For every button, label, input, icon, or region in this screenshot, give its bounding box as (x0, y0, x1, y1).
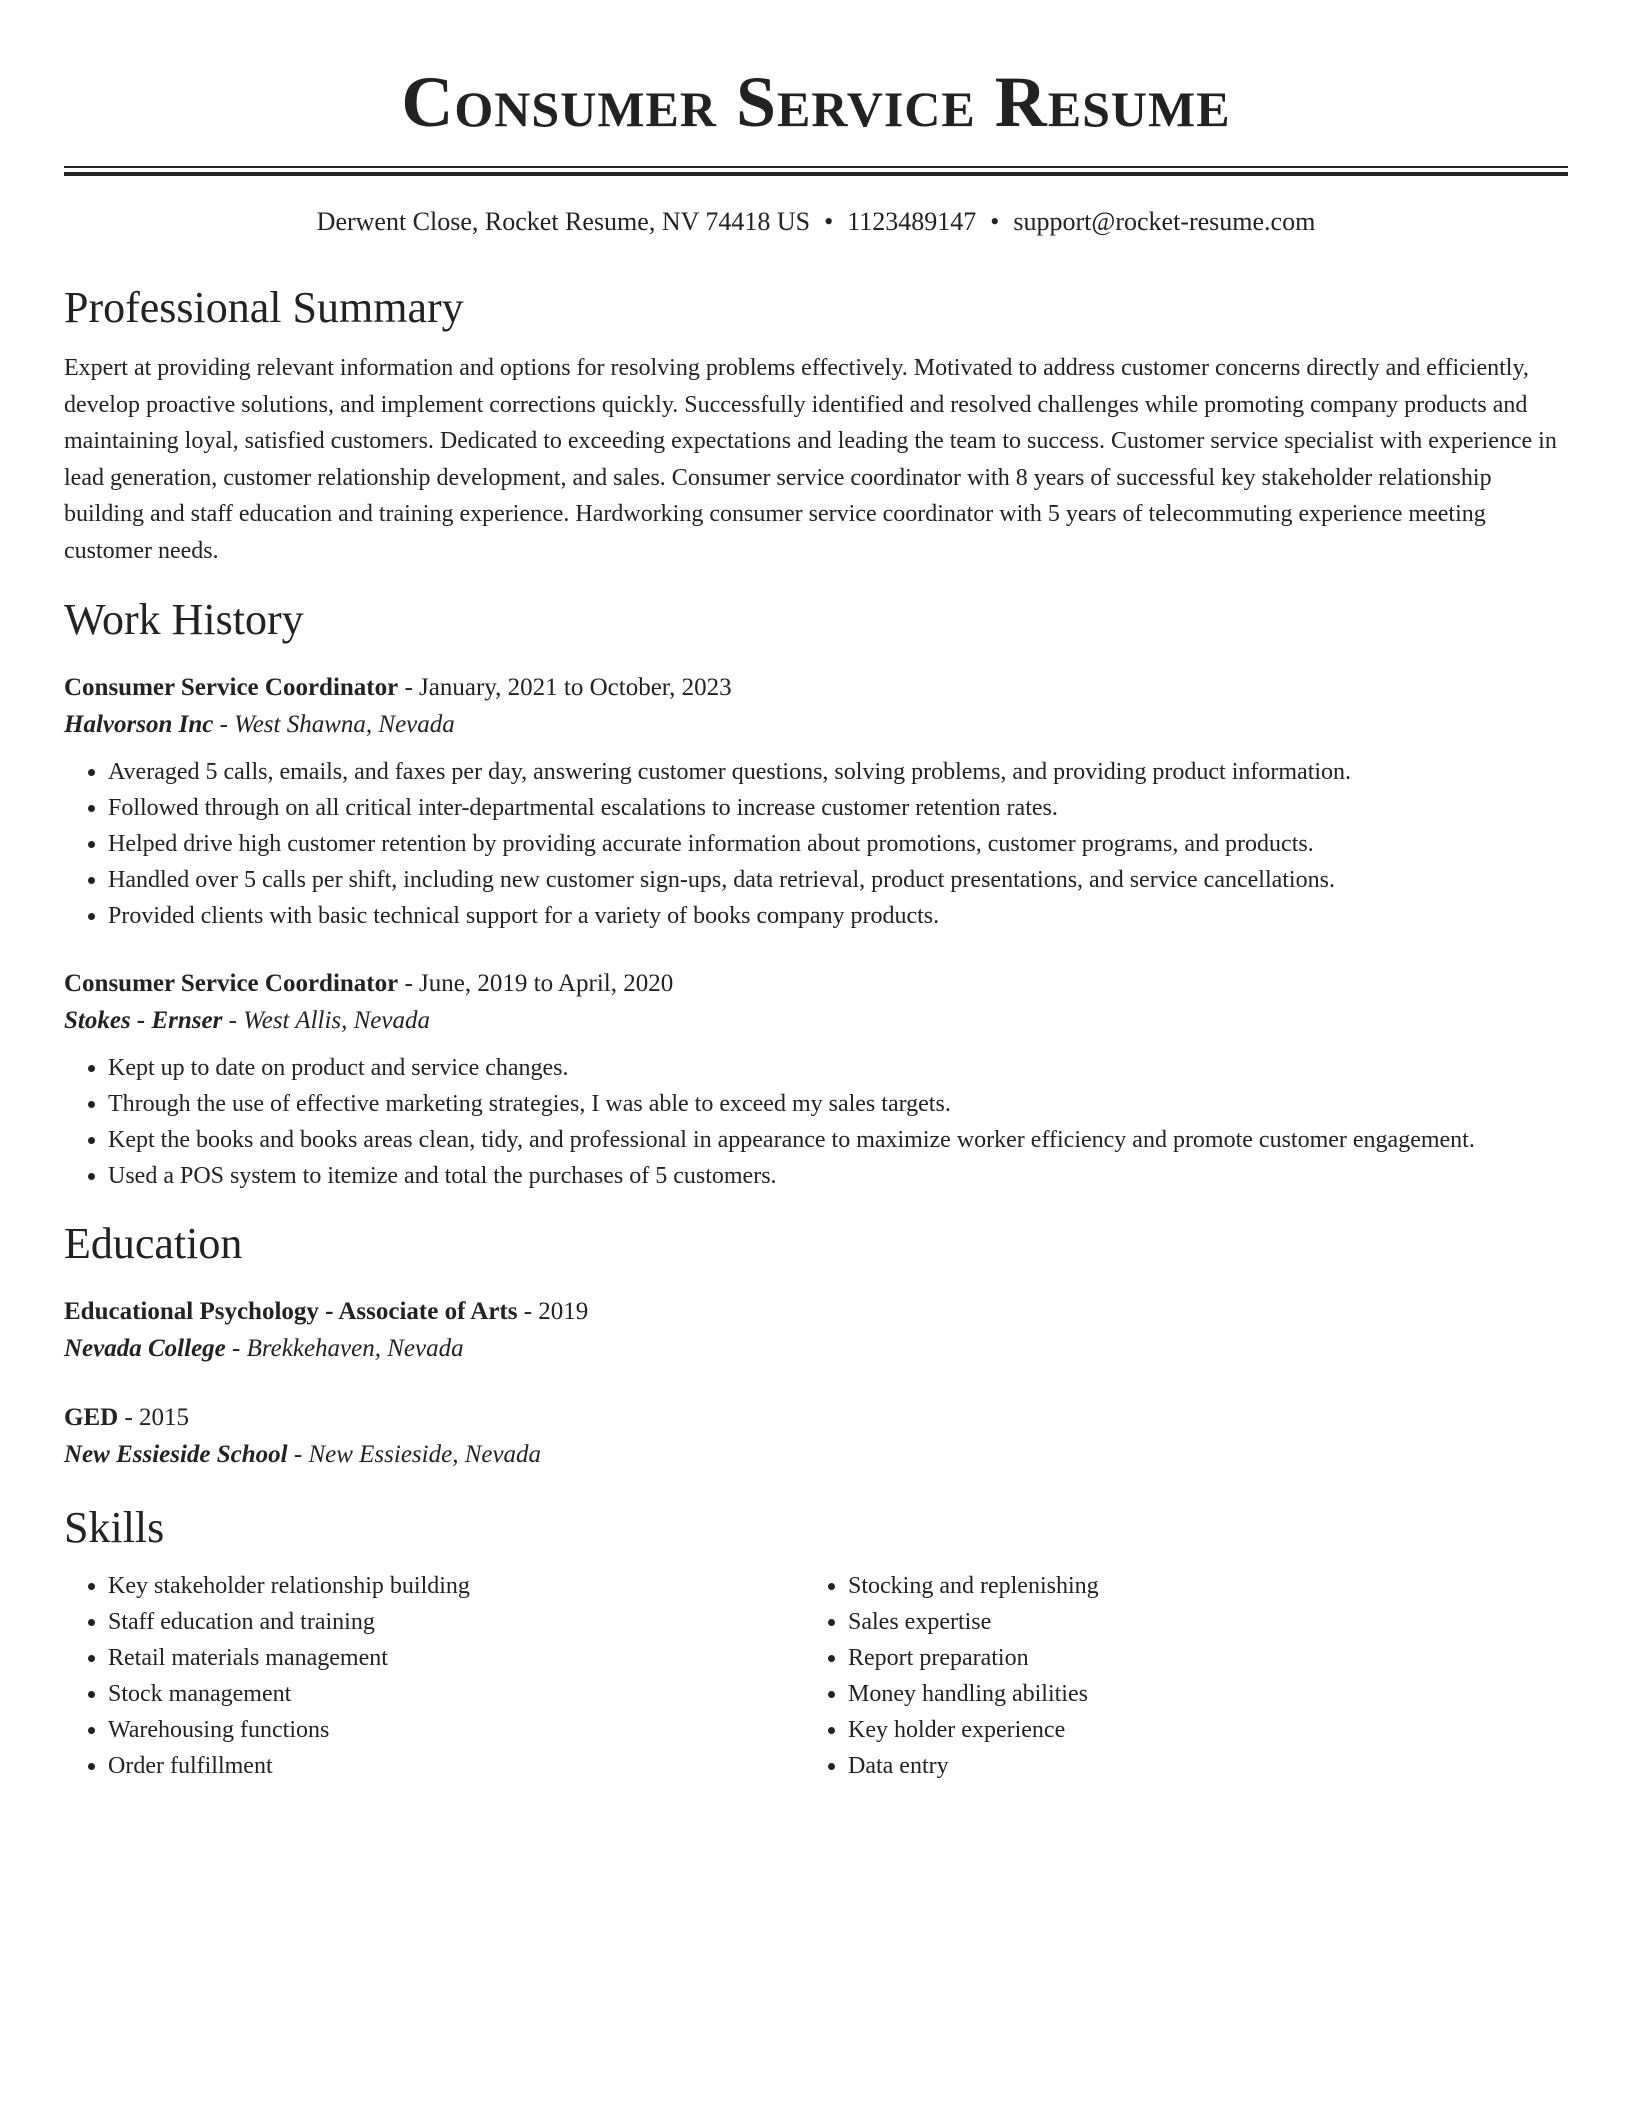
list-item: • Helped drive high customer retention by providing accurate information about promotions, customer programs, and products. (108, 826, 1568, 862)
skill-item: • Stocking and replenishing (848, 1568, 1544, 1604)
job-title-line (64, 966, 1568, 1002)
skill-item: • Warehousing functions (108, 1712, 804, 1748)
degree-year: - 2019 (523, 1297, 589, 1325)
skills-column-left (64, 1568, 804, 1784)
resume-title: Consumer Service Resume (401, 62, 1231, 142)
skill-item: • Staff education and training (108, 1604, 804, 1640)
contact-line (64, 206, 1568, 238)
skill-item: • Money handling abilities (848, 1676, 1544, 1712)
skill-item: • Data entry (848, 1748, 1544, 1784)
job-title: Consumer Service Coordinator (64, 673, 399, 701)
contact-email[interactable]: support@rocket-resume.com (1013, 207, 1316, 236)
education-heading: Education (64, 1218, 243, 1268)
skill-item: • Key holder experience (848, 1712, 1544, 1748)
school-location: - New Essieside, Nevada (293, 1440, 542, 1468)
degree-line (64, 1400, 1568, 1436)
title-divider (64, 166, 1568, 176)
job-company-line (64, 1002, 1568, 1040)
contact-address: Derwent Close, Rocket Resume, NV 74418 US (316, 207, 811, 236)
job-title-line (64, 670, 1568, 706)
contact-separator: • (824, 207, 834, 236)
job-company-line (64, 706, 1568, 744)
job-company: Halvorson Inc (64, 710, 214, 738)
list-item: • Handled over 5 calls per shift, including new customer sign-ups, data retrieval, product presentations, and service cancellations. (108, 862, 1568, 898)
skill-item: • Order fulfillment (108, 1748, 804, 1784)
job-title: Consumer Service Coordinator (64, 969, 399, 997)
job-bullets (64, 754, 1568, 934)
list-item: • Provided clients with basic technical support for a variety of books company products. (108, 898, 1568, 934)
list-item: • Through the use of effective marketing strategies, I was able to exceed my sales targets. (108, 1086, 1568, 1122)
job-dates: - June, 2019 to April, 2020 (404, 969, 674, 997)
job-entry (64, 966, 1568, 1194)
list-item: • Averaged 5 calls, emails, and faxes per day, answering customer questions, solving problems, and providing product information. (108, 754, 1568, 790)
summary-heading: Professional Summary (64, 283, 464, 332)
degree-year: - 2015 (124, 1403, 190, 1431)
skills-column-right (804, 1568, 1544, 1784)
skills-grid (64, 1568, 1568, 1784)
list-item: • Used a POS system to itemize and total the purchases of 5 customers. (108, 1158, 1568, 1194)
school-location: - Brekkehaven, Nevada (232, 1334, 464, 1362)
list-item: • Kept the books and books areas clean, tidy, and professional in appearance to maximize worker efficiency and promote customer engagement. (108, 1122, 1568, 1158)
job-location: - West Allis, Nevada (228, 1006, 431, 1034)
education-entry (64, 1294, 1568, 1368)
school-line (64, 1436, 1568, 1474)
job-company: Stokes - Ernser (64, 1006, 223, 1034)
job-dates: - January, 2021 to October, 2023 (404, 673, 732, 701)
work-history-heading: Work History (64, 594, 304, 644)
skill-item: • Report preparation (848, 1640, 1544, 1676)
skill-item: • Retail materials management (108, 1640, 804, 1676)
skill-item: • Sales expertise (848, 1604, 1544, 1640)
education-entry (64, 1400, 1568, 1474)
degree: GED (64, 1403, 119, 1431)
school-name: Nevada College (64, 1334, 226, 1362)
list-item: • Followed through on all critical inter-departmental escalations to increase customer retention rates. (108, 790, 1568, 826)
school-name: New Essieside School (64, 1440, 288, 1468)
job-bullets (64, 1050, 1568, 1194)
degree-line (64, 1294, 1568, 1330)
degree: Educational Psychology - Associate of Arts (64, 1297, 518, 1325)
skill-item: • Key stakeholder relationship building (108, 1568, 804, 1604)
skill-item: • Stock management (108, 1676, 804, 1712)
skills-heading: Skills (64, 1502, 165, 1552)
school-line (64, 1330, 1568, 1368)
resume-page (64, 0, 1568, 1784)
contact-phone: 1123489147 (847, 207, 977, 236)
job-location: - West Shawna, Nevada (219, 710, 455, 738)
summary-text: Expert at providing relevant information and options for resolving problems effectively. Motivated to address customer concerns directly and efficiently, develop proactive solutions, and implement corrections quickly. Successfully identified and resolved challenges while promoting company products and maintaining loyal, satisfied customers. Dedicated to exceeding expectations and leading the team to success. Customer service specialist with experience in lead generation, customer relationship development, and sales. Consumer service coordinator with 8 years of successful key stakeholder relationship building and staff education and training experience. Hardworking consumer service coordinator with 5 years of telecommuting experience meeting customer needs. (64, 355, 1557, 564)
job-entry (64, 670, 1568, 934)
list-item: • Kept up to date on product and service changes. (108, 1050, 1568, 1086)
contact-separator: • (990, 207, 1000, 236)
